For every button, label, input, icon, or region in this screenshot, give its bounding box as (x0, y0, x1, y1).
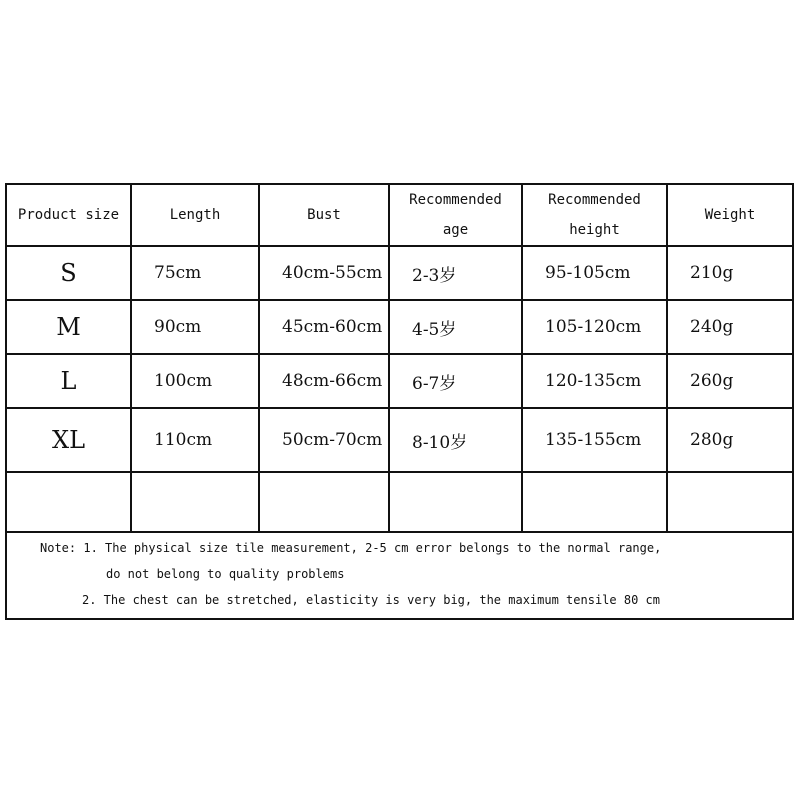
header-row (6, 184, 793, 246)
note-line-3: 2. The chest can be stretched, elasticity is very big, the maximum tensile 80 cm (82, 593, 660, 607)
size-label: XL (6, 408, 131, 472)
header-bust: Bust (259, 184, 389, 246)
size-label: S (6, 246, 131, 300)
height-value: 120-135cm (522, 354, 667, 408)
table-row (6, 408, 793, 472)
empty-cell (6, 472, 131, 532)
age-value: 4-5岁 (389, 300, 522, 354)
bust-value: 50cm-70cm (259, 408, 389, 472)
empty-cell (259, 472, 389, 532)
height-value: 95-105cm (522, 246, 667, 300)
header-recommended-height: Recommended height (522, 184, 667, 246)
empty-row (6, 472, 793, 532)
age-value: 2-3岁 (389, 246, 522, 300)
empty-cell (522, 472, 667, 532)
length-value: 90cm (131, 300, 259, 354)
note-line-2: do not belong to quality problems (106, 567, 345, 581)
weight-value: 240g (667, 300, 793, 354)
empty-cell (131, 472, 259, 532)
weight-value: 210g (667, 246, 793, 300)
empty-cell (667, 472, 793, 532)
header-weight: Weight (667, 184, 793, 246)
length-value: 110cm (131, 408, 259, 472)
height-value: 135-155cm (522, 408, 667, 472)
table-row (6, 354, 793, 408)
weight-value: 280g (667, 408, 793, 472)
bust-value: 40cm-55cm (259, 246, 389, 300)
table-row (6, 300, 793, 354)
header-length: Length (131, 184, 259, 246)
empty-cell (389, 472, 522, 532)
note-line-1: Note: 1. The physical size tile measurement, 2-5 cm error belongs to the normal range, (40, 541, 662, 555)
notes-row (6, 532, 793, 619)
size-chart-table (5, 183, 794, 620)
age-value: 6-7岁 (389, 354, 522, 408)
weight-value: 260g (667, 354, 793, 408)
bust-value: 48cm-66cm (259, 354, 389, 408)
age-value: 8-10岁 (389, 408, 522, 472)
table-row (6, 246, 793, 300)
length-value: 100cm (131, 354, 259, 408)
size-label: M (6, 300, 131, 354)
header-recommended-age: Recommended age (389, 184, 522, 246)
header-product-size: Product size (6, 184, 131, 246)
size-label: L (6, 354, 131, 408)
height-value: 105-120cm (522, 300, 667, 354)
bust-value: 45cm-60cm (259, 300, 389, 354)
notes-cell (6, 532, 793, 619)
length-value: 75cm (131, 246, 259, 300)
